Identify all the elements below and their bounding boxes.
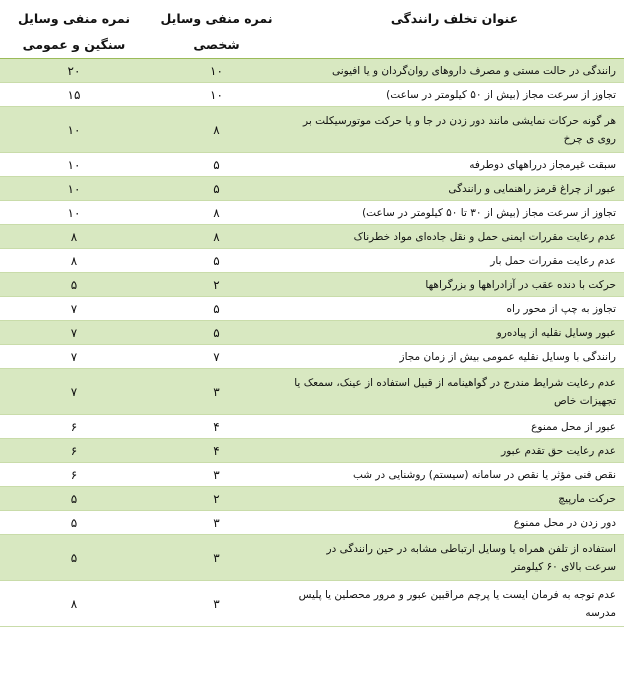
violation-title-cell: حرکت مارپیچ: [285, 487, 624, 511]
personal-points-cell: ۸: [148, 201, 285, 225]
table-row: [0, 581, 624, 627]
violation-title-cell: دور زدن در محل ممنوع: [285, 511, 624, 535]
heavy-points-cell: ۲۰: [0, 59, 148, 83]
table-row: [0, 345, 624, 369]
heavy-points-cell: ۷: [0, 369, 148, 415]
violation-title-cell: حرکت با دنده عقب در آزادراهها و بزرگراهها: [285, 273, 624, 297]
heavy-points-cell: ۶: [0, 463, 148, 487]
personal-points-cell: ۳: [148, 463, 285, 487]
violation-title-cell: عدم رعایت مقررات ایمنی حمل و نقل جاده‌ای مواد خطرناک: [285, 225, 624, 249]
header-row: [0, 0, 624, 59]
heavy-points-cell: ۵: [0, 273, 148, 297]
violation-title-cell: سبقت غیرمجاز درراههای دوطرفه: [285, 153, 624, 177]
heavy-points-cell: ۵: [0, 487, 148, 511]
violation-title-cell: عدم رعایت شرایط مندرج در گواهینامه از قبیل استفاده از عینک، سمعک یا تجهیزات خاص: [285, 369, 624, 415]
heavy-points-cell: ۷: [0, 297, 148, 321]
personal-points-cell: ۵: [148, 249, 285, 273]
violation-title-cell: نقص فنی مؤثر یا نقص در سامانه (سیستم) روشنایی در شب: [285, 463, 624, 487]
violation-title-cell: استفاده از تلفن همراه یا وسایل ارتباطی مشابه در حین رانندگی در سرعت بالای ۶۰ کیلومتر: [285, 535, 624, 581]
header-heavy-points: نمره منفی وسایل سنگین و عمومی: [0, 0, 148, 59]
heavy-points-cell: ۱۵: [0, 83, 148, 107]
table-row: [0, 511, 624, 535]
violation-title-cell: عدم رعایت مقررات حمل بار: [285, 249, 624, 273]
personal-points-cell: ۱۰: [148, 83, 285, 107]
violation-title-cell: عبور از محل ممنوع: [285, 415, 624, 439]
violation-title-cell: هر گونه حرکات نمایشی مانند دور زدن در جا و یا حرکت موتورسیکلت بر روی ی چرخ: [285, 107, 624, 153]
personal-points-cell: ۳: [148, 581, 285, 627]
table-row: [0, 415, 624, 439]
table-row: [0, 535, 624, 581]
table-row: [0, 487, 624, 511]
violation-title-cell: تجاوز به چپ از محور راه: [285, 297, 624, 321]
personal-points-cell: ۸: [148, 225, 285, 249]
personal-points-cell: ۵: [148, 177, 285, 201]
heavy-points-cell: ۱۰: [0, 107, 148, 153]
personal-points-cell: ۲: [148, 487, 285, 511]
table-row: [0, 225, 624, 249]
violation-title-cell: عدم رعایت حق تقدم عبور: [285, 439, 624, 463]
personal-points-cell: ۲: [148, 273, 285, 297]
heavy-points-cell: ۷: [0, 345, 148, 369]
heavy-points-cell: ۶: [0, 415, 148, 439]
personal-points-cell: ۸: [148, 107, 285, 153]
table-row: [0, 297, 624, 321]
personal-points-cell: ۷: [148, 345, 285, 369]
table-row: [0, 369, 624, 415]
violation-title-cell: رانندگی با وسایل نقلیه عمومی بیش از زمان مجاز: [285, 345, 624, 369]
heavy-points-cell: ۱۰: [0, 153, 148, 177]
table-row: [0, 153, 624, 177]
heavy-points-cell: ۸: [0, 581, 148, 627]
heavy-points-cell: ۷: [0, 321, 148, 345]
table-row: [0, 83, 624, 107]
heavy-points-cell: ۱۰: [0, 177, 148, 201]
personal-points-cell: ۵: [148, 153, 285, 177]
violation-title-cell: رانندگی در حالت مستی و مصرف داروهای روان‌گردان و یا افیونی: [285, 59, 624, 83]
table-row: [0, 249, 624, 273]
violation-title-cell: تجاوز از سرعت مجاز (بیش از ۳۰ تا ۵۰ کیلومتر در ساعت): [285, 201, 624, 225]
personal-points-cell: ۵: [148, 321, 285, 345]
table-row: [0, 59, 624, 83]
header-violation-title: عنوان تخلف رانندگی: [285, 0, 624, 59]
heavy-points-cell: ۶: [0, 439, 148, 463]
table-row: [0, 439, 624, 463]
table-row: [0, 201, 624, 225]
personal-points-cell: ۴: [148, 439, 285, 463]
personal-points-cell: ۱۰: [148, 59, 285, 83]
personal-points-cell: ۳: [148, 511, 285, 535]
header-personal-points: نمره منفی وسایل شخصی: [148, 0, 285, 59]
violation-title-cell: عبور از چراغ قرمز راهنمایی و رانندگی: [285, 177, 624, 201]
table-row: [0, 321, 624, 345]
table-row: [0, 273, 624, 297]
heavy-points-cell: ۱۰: [0, 201, 148, 225]
heavy-points-cell: ۵: [0, 535, 148, 581]
personal-points-cell: ۳: [148, 369, 285, 415]
table-row: [0, 107, 624, 153]
heavy-points-cell: ۸: [0, 249, 148, 273]
table-row: [0, 463, 624, 487]
violation-title-cell: عبور وسایل نقلیه از پیاده‌رو: [285, 321, 624, 345]
heavy-points-cell: ۸: [0, 225, 148, 249]
violation-title-cell: تجاوز از سرعت مجاز (بیش از ۵۰ کیلومتر در ساعت): [285, 83, 624, 107]
violation-title-cell: عدم توجه به فرمان ایست یا پرچم مراقبین عبور و مرور محصلین یا پلیس مدرسه: [285, 581, 624, 627]
personal-points-cell: ۵: [148, 297, 285, 321]
personal-points-cell: ۴: [148, 415, 285, 439]
heavy-points-cell: ۵: [0, 511, 148, 535]
personal-points-cell: ۳: [148, 535, 285, 581]
table-row: [0, 177, 624, 201]
